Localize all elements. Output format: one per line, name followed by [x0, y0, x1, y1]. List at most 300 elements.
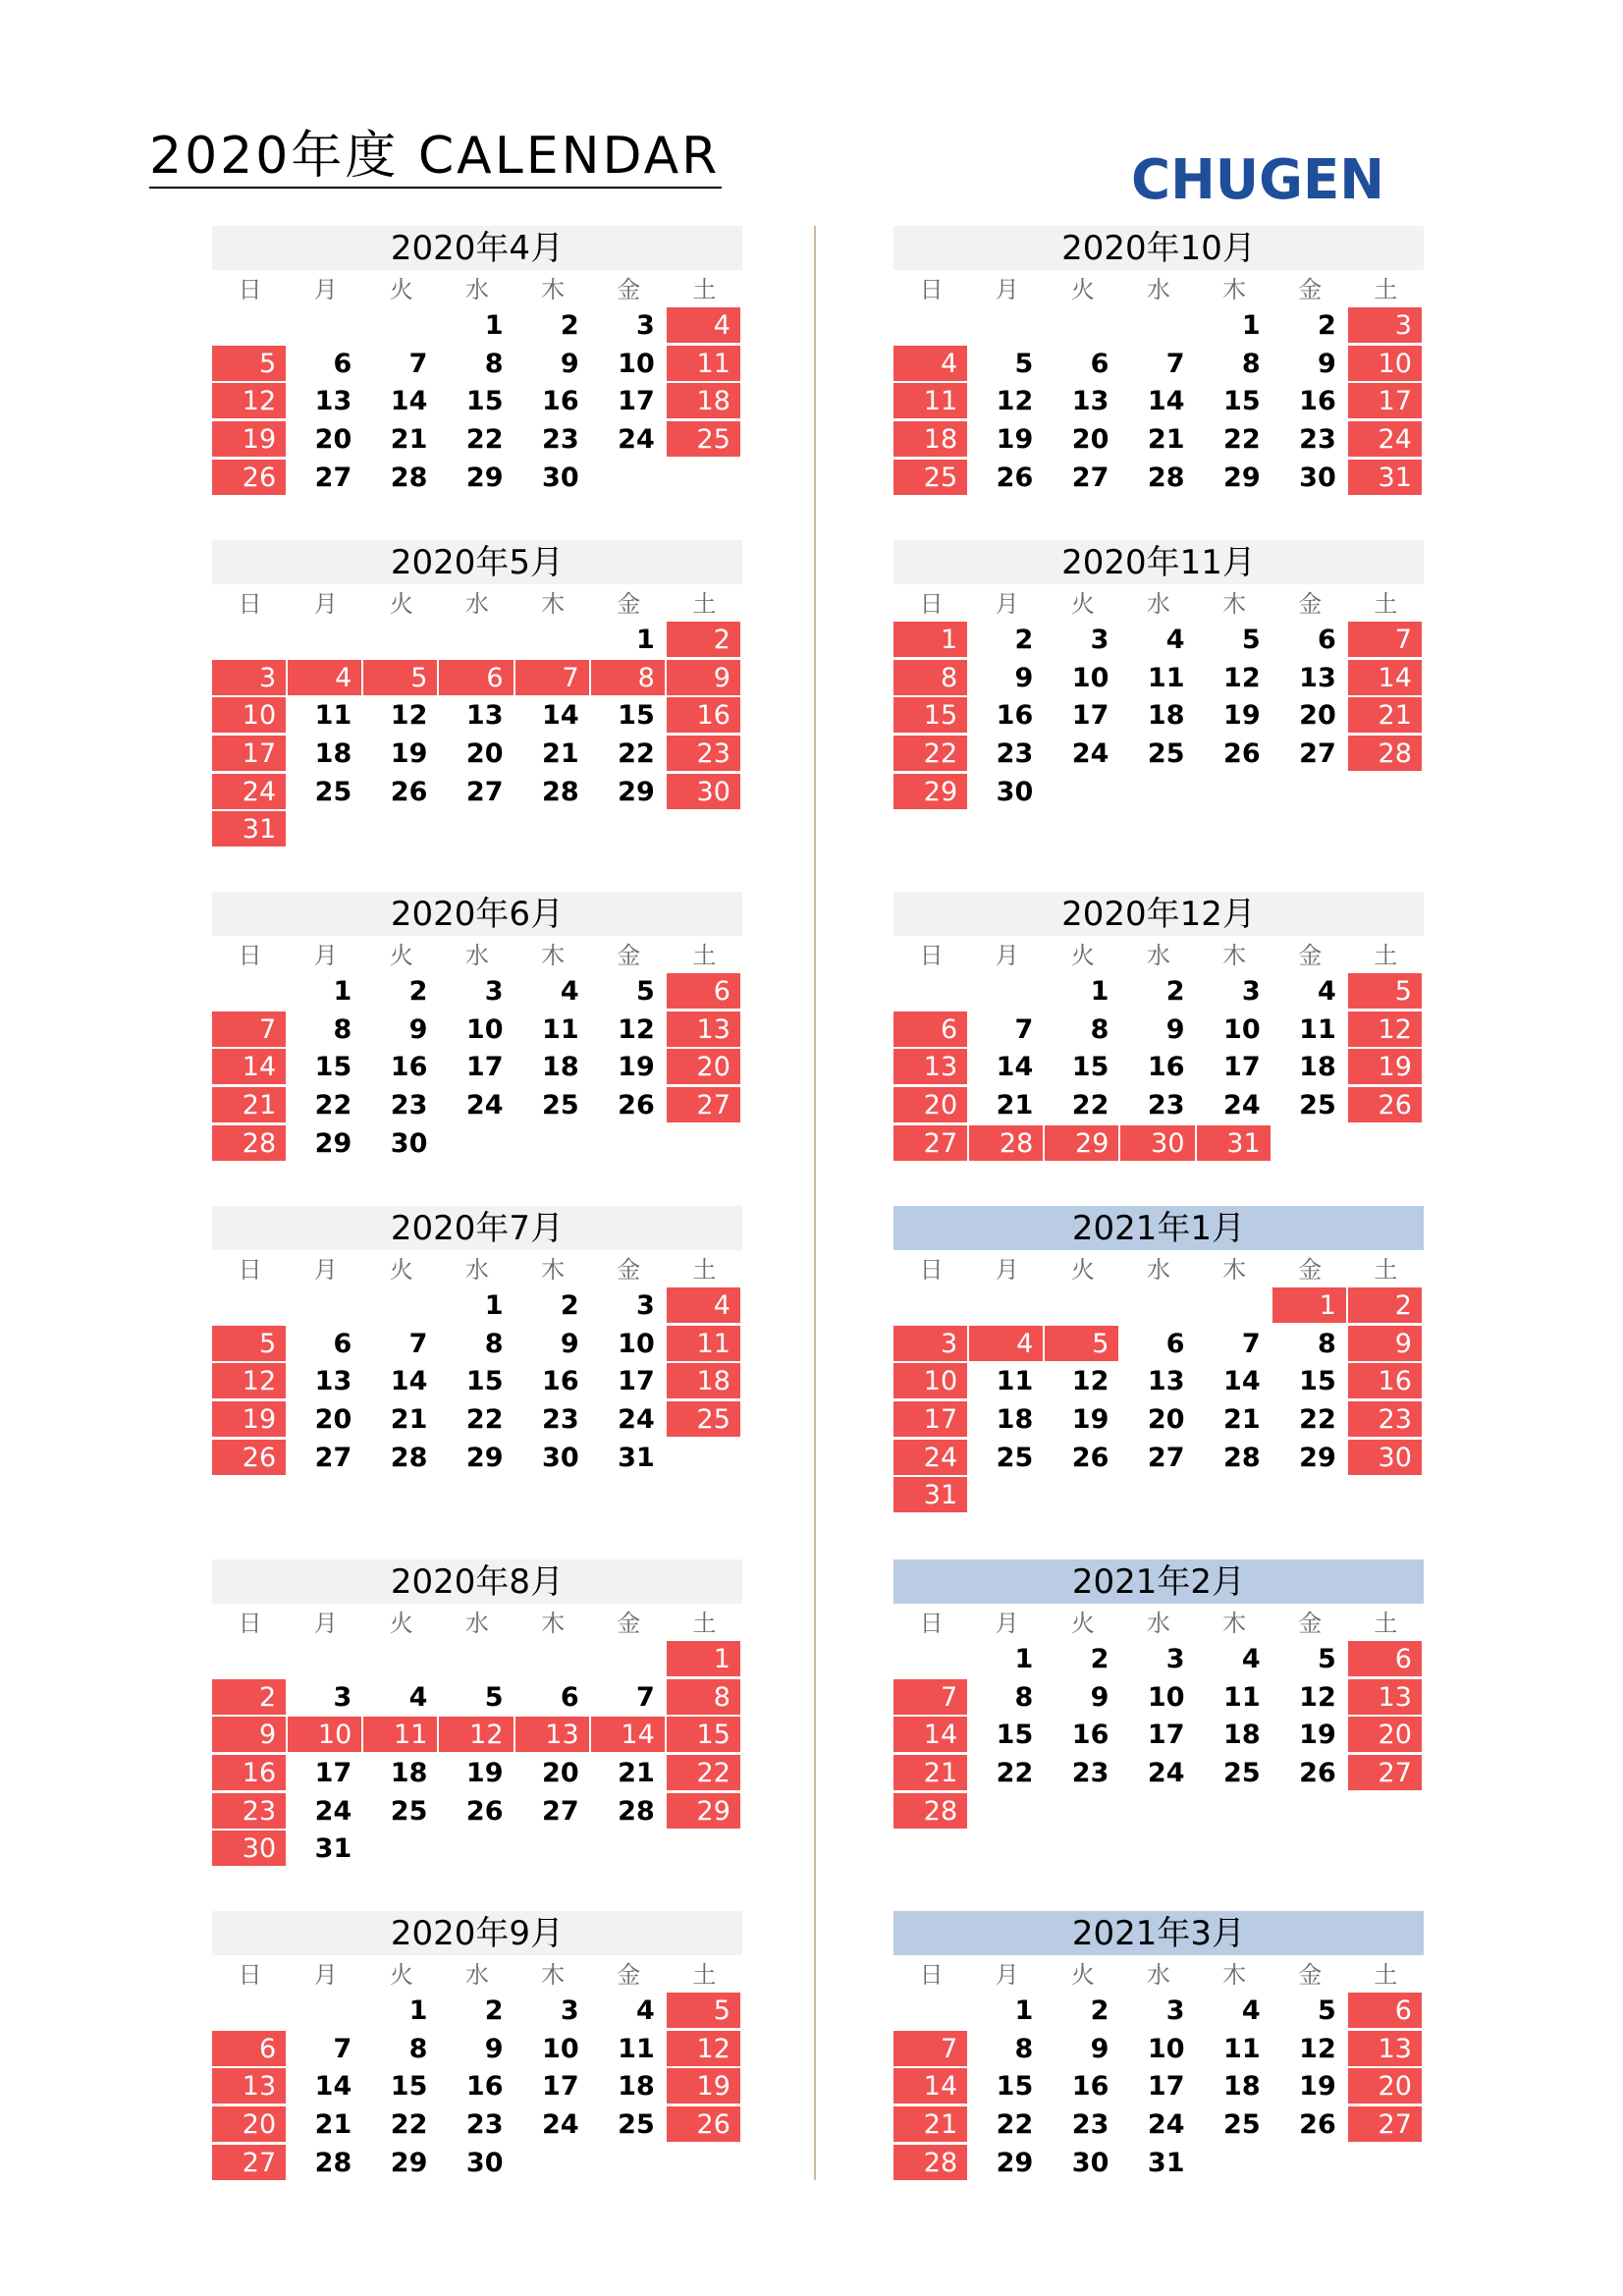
day-cell: 10: [1071, 662, 1109, 693]
empty-cell: [1348, 1793, 1422, 1829]
day-cell: 28: [1223, 1442, 1261, 1473]
day-cell: 21: [390, 424, 428, 456]
holiday-cell: 13: [893, 1049, 967, 1084]
day-cell: 6: [1165, 1328, 1185, 1359]
empty-cell: [591, 811, 665, 847]
day-cell: 1: [1014, 1995, 1034, 2026]
weekday-label: 木: [541, 276, 566, 303]
day-cell: 22: [996, 2109, 1034, 2141]
weekday-label: 木: [1222, 942, 1247, 969]
day-cell: 6: [333, 1328, 352, 1359]
day-cell: 26: [1299, 1758, 1336, 1789]
day-cell: 2: [1090, 1995, 1109, 2026]
holiday-cell: 20: [1348, 1717, 1422, 1752]
weekday-label: 日: [238, 1961, 262, 1989]
day-cell: 1: [408, 1995, 428, 2026]
day-cell: 31: [314, 1833, 352, 1865]
holiday-cell: 3: [212, 660, 286, 695]
day-cell: 7: [1241, 1328, 1261, 1359]
month-2020-8: [212, 1559, 742, 1869]
empty-cell: [667, 1440, 740, 1475]
day-cell: 14: [996, 1052, 1034, 1083]
empty-cell: [363, 1287, 437, 1323]
weekday-label: 火: [1070, 1610, 1095, 1637]
weekday-label: 火: [389, 276, 413, 303]
holiday-cell: 7: [893, 2031, 967, 2066]
day-cell: 1: [1014, 1644, 1034, 1674]
empty-cell: [591, 1641, 665, 1676]
day-cell: 17: [618, 386, 655, 417]
weekday-label: 水: [464, 942, 489, 969]
day-cell: 21: [618, 1758, 655, 1789]
day-cell: 8: [1014, 2033, 1034, 2064]
empty-cell: [1197, 1287, 1271, 1323]
holiday-cell: 21: [1348, 697, 1422, 733]
day-cell: 13: [1071, 386, 1109, 417]
weekday-label: 土: [1374, 1961, 1398, 1989]
day-cell: 3: [1165, 1995, 1185, 2026]
empty-cell: [515, 811, 589, 847]
day-cell: 17: [465, 1052, 504, 1083]
day-cell: 25: [314, 776, 352, 807]
day-cell: 18: [390, 1758, 428, 1789]
holiday-cell: 24: [893, 1440, 967, 1475]
day-cell: 7: [408, 348, 428, 379]
month-title: 2021年2月: [893, 1559, 1424, 1604]
week-row: [212, 307, 742, 346]
weekday-label: 木: [541, 1610, 566, 1637]
holiday-cell: 4: [667, 307, 740, 343]
day-cell: 24: [1223, 1090, 1261, 1121]
day-cell: 4: [635, 1995, 655, 2026]
holiday-cell: 18: [667, 1363, 740, 1398]
holiday-cell: 19: [667, 2068, 740, 2104]
week-row: [893, 774, 1424, 812]
day-cell: 28: [1147, 462, 1185, 493]
day-cell: 6: [1317, 625, 1336, 655]
day-cell: 17: [1071, 700, 1109, 732]
empty-cell: [1045, 1793, 1118, 1829]
day-cell: 25: [1147, 738, 1185, 770]
day-cell: 3: [635, 1290, 655, 1321]
holiday-cell: 24: [1348, 421, 1422, 457]
holiday-cell: 4: [969, 1326, 1043, 1361]
day-cell: 12: [390, 700, 428, 732]
holiday-cell: 6: [1348, 1993, 1422, 2028]
day-cell: 27: [314, 1442, 352, 1473]
month-2020-11: [893, 540, 1424, 811]
weekday-label: 金: [1298, 276, 1323, 303]
empty-cell: [515, 2145, 589, 2180]
day-cell: 3: [1165, 1644, 1185, 1674]
weekday-header-row: [893, 1604, 1424, 1641]
weekday-label: 火: [1070, 1961, 1095, 1989]
day-cell: 17: [1147, 1720, 1185, 1751]
day-cell: 10: [1223, 1013, 1261, 1045]
day-cell: 20: [314, 1404, 352, 1436]
month-title: 2020年11月: [893, 540, 1424, 584]
holiday-cell: 14: [212, 1049, 286, 1084]
holiday-cell: 22: [667, 1755, 740, 1790]
holiday-cell: 1: [667, 1641, 740, 1676]
week-row: [893, 2031, 1424, 2069]
holiday-cell: 19: [1348, 1049, 1422, 1084]
weekday-label: 火: [389, 1610, 413, 1637]
empty-cell: [363, 811, 437, 847]
page-title: 2020年度 CALENDAR: [149, 126, 722, 189]
weekday-label: 金: [1298, 942, 1323, 969]
weekday-label: 月: [995, 942, 1019, 969]
empty-cell: [1045, 1287, 1118, 1323]
day-cell: 26: [390, 776, 428, 807]
weekday-header-row: [893, 584, 1424, 622]
day-cell: 24: [1147, 2109, 1185, 2141]
holiday-cell: 14: [1348, 660, 1422, 695]
holiday-cell: 28: [1348, 736, 1422, 771]
weekday-header-row: [893, 270, 1424, 307]
holiday-cell: 28: [969, 1125, 1043, 1161]
weekday-label: 月: [313, 590, 338, 618]
holiday-cell: 2: [1348, 1287, 1422, 1323]
day-cell: 22: [996, 1758, 1034, 1789]
day-cell: 28: [390, 1442, 428, 1473]
weekday-label: 火: [389, 1256, 413, 1284]
weekday-label: 木: [541, 942, 566, 969]
week-row: [212, 1755, 742, 1793]
day-cell: 29: [996, 2147, 1034, 2178]
empty-cell: [1272, 774, 1346, 809]
empty-cell: [1045, 1477, 1118, 1512]
holiday-cell: 12: [212, 1363, 286, 1398]
day-cell: 8: [333, 1013, 352, 1045]
holiday-cell: 4: [667, 1287, 740, 1323]
holiday-cell: 12: [667, 2031, 740, 2066]
empty-cell: [439, 1125, 513, 1161]
day-cell: 5: [1317, 1995, 1336, 2026]
holiday-cell: 26: [212, 1440, 286, 1475]
weekday-header-row: [893, 936, 1424, 973]
day-cell: 3: [560, 1995, 579, 2026]
weekday-label: 土: [692, 590, 717, 618]
day-cell: 11: [314, 700, 352, 732]
week-row: [893, 1401, 1424, 1440]
day-cell: 12: [1299, 1681, 1336, 1713]
day-cell: 15: [1299, 1366, 1336, 1397]
day-cell: 9: [484, 2033, 504, 2064]
weekday-label: 金: [617, 276, 641, 303]
month-2020-4: [212, 226, 742, 497]
week-row: [212, 1326, 742, 1364]
empty-cell: [1120, 1477, 1194, 1512]
day-cell: 24: [618, 1404, 655, 1436]
holiday-cell: 27: [1348, 1755, 1422, 1790]
day-cell: 23: [542, 424, 579, 456]
holiday-cell: 8: [893, 660, 967, 695]
month-2020-5: [212, 540, 742, 849]
empty-cell: [1348, 1477, 1422, 1512]
day-cell: 15: [465, 1366, 504, 1397]
week-row: [212, 1793, 742, 1831]
day-cell: 19: [1299, 2071, 1336, 2103]
week-row: [212, 660, 742, 698]
day-cell: 20: [314, 424, 352, 456]
day-cell: 8: [484, 1328, 504, 1359]
day-cell: 16: [390, 1052, 428, 1083]
week-row: [893, 1287, 1424, 1326]
weekday-label: 日: [238, 1256, 262, 1284]
weekday-header-row: [212, 1604, 742, 1641]
weekday-header-row: [212, 1955, 742, 1993]
holiday-cell: 12: [439, 1717, 513, 1752]
month-2021-3: [893, 1911, 1424, 2182]
day-cell: 22: [1071, 1090, 1109, 1121]
weekday-label: 金: [617, 1961, 641, 1989]
day-cell: 20: [465, 738, 504, 770]
day-cell: 30: [1071, 2147, 1109, 2178]
holiday-cell: 11: [893, 383, 967, 418]
empty-cell: [667, 1831, 740, 1866]
day-cell: 1: [635, 625, 655, 655]
empty-cell: [439, 811, 513, 847]
holiday-cell: 1: [893, 622, 967, 657]
month-title: 2020年4月: [212, 226, 742, 270]
day-cell: 30: [465, 2147, 504, 2178]
week-row: [212, 2145, 742, 2183]
day-cell: 23: [390, 1090, 428, 1121]
empty-cell: [1197, 1477, 1271, 1512]
month-title: 2020年10月: [893, 226, 1424, 270]
week-row: [212, 421, 742, 460]
day-cell: 16: [542, 386, 579, 417]
day-cell: 17: [542, 2071, 579, 2103]
day-cell: 24: [1071, 738, 1109, 770]
empty-cell: [212, 1641, 286, 1676]
day-cell: 23: [1071, 1758, 1109, 1789]
week-row: [893, 1125, 1424, 1164]
weekday-label: 水: [464, 590, 489, 618]
empty-cell: [591, 1125, 665, 1161]
day-cell: 6: [1090, 348, 1109, 379]
weekday-label: 水: [1146, 1610, 1170, 1637]
week-row: [893, 1326, 1424, 1364]
weekday-label: 木: [1222, 1256, 1247, 1284]
day-cell: 24: [542, 2109, 579, 2141]
weekday-label: 金: [617, 1256, 641, 1284]
holiday-cell: 25: [893, 460, 967, 495]
weekday-label: 金: [617, 1610, 641, 1637]
empty-cell: [515, 1831, 589, 1866]
holiday-cell: 27: [212, 2145, 286, 2180]
holiday-cell: 21: [212, 1087, 286, 1122]
empty-cell: [969, 1793, 1043, 1829]
day-cell: 11: [1147, 662, 1185, 693]
day-cell: 10: [618, 348, 655, 379]
empty-cell: [515, 622, 589, 657]
weekday-label: 水: [1146, 942, 1170, 969]
week-row: [212, 1641, 742, 1679]
empty-cell: [1120, 1793, 1194, 1829]
holiday-cell: 21: [893, 1755, 967, 1790]
day-cell: 30: [390, 1127, 428, 1159]
week-row: [212, 1831, 742, 1869]
day-cell: 20: [1071, 424, 1109, 456]
month-2021-1: [893, 1206, 1424, 1515]
weekday-label: 土: [692, 1610, 717, 1637]
day-cell: 1: [484, 1290, 504, 1321]
holiday-cell: 10: [893, 1363, 967, 1398]
weekday-label: 日: [238, 590, 262, 618]
holiday-cell: 23: [667, 736, 740, 771]
week-row: [893, 1440, 1424, 1478]
day-cell: 18: [314, 738, 352, 770]
weekday-label: 水: [464, 1961, 489, 1989]
empty-cell: [1120, 307, 1194, 343]
empty-cell: [212, 1287, 286, 1323]
holiday-cell: 11: [667, 1326, 740, 1361]
week-row: [893, 1641, 1424, 1679]
holiday-cell: 11: [667, 346, 740, 381]
weekday-label: 金: [1298, 1961, 1323, 1989]
day-cell: 28: [390, 462, 428, 493]
day-cell: 10: [618, 1328, 655, 1359]
day-cell: 10: [542, 2033, 579, 2064]
holiday-cell: 19: [212, 421, 286, 457]
day-cell: 1: [1090, 976, 1109, 1007]
day-cell: 19: [618, 1052, 655, 1083]
week-row: [212, 460, 742, 498]
day-cell: 15: [465, 386, 504, 417]
empty-cell: [515, 1125, 589, 1161]
holiday-cell: 15: [667, 1717, 740, 1752]
day-cell: 26: [1299, 2109, 1336, 2141]
weekday-label: 金: [617, 942, 641, 969]
weekday-label: 日: [919, 1256, 944, 1284]
week-row: [212, 736, 742, 774]
week-row: [212, 2031, 742, 2069]
month-title: 2020年5月: [212, 540, 742, 584]
holiday-cell: 13: [515, 1717, 589, 1752]
day-cell: 13: [314, 1366, 352, 1397]
day-cell: 9: [1090, 1681, 1109, 1713]
day-cell: 16: [1299, 386, 1336, 417]
day-cell: 11: [996, 1366, 1034, 1397]
holiday-cell: 2: [667, 622, 740, 657]
day-cell: 16: [465, 2071, 504, 2103]
holiday-cell: 20: [1348, 2068, 1422, 2104]
day-cell: 21: [996, 1090, 1034, 1121]
day-cell: 15: [1071, 1052, 1109, 1083]
week-row: [893, 307, 1424, 346]
day-cell: 22: [1299, 1404, 1336, 1436]
day-cell: 30: [542, 462, 579, 493]
empty-cell: [515, 1641, 589, 1676]
holiday-cell: 30: [1120, 1125, 1194, 1161]
holiday-cell: 27: [893, 1125, 967, 1161]
month-title: 2020年7月: [212, 1206, 742, 1250]
weekday-label: 土: [692, 942, 717, 969]
day-cell: 25: [618, 2109, 655, 2141]
day-cell: 29: [1223, 462, 1261, 493]
weekday-label: 金: [1298, 1256, 1323, 1284]
day-cell: 14: [390, 386, 428, 417]
empty-cell: [1197, 774, 1271, 809]
day-cell: 18: [1223, 2071, 1261, 2103]
day-cell: 15: [996, 1720, 1034, 1751]
weekday-label: 月: [995, 1256, 1019, 1284]
weekday-label: 木: [1222, 276, 1247, 303]
weekday-header-row: [212, 1250, 742, 1287]
holiday-cell: 31: [1348, 460, 1422, 495]
day-cell: 28: [542, 776, 579, 807]
day-cell: 7: [408, 1328, 428, 1359]
day-cell: 29: [465, 1442, 504, 1473]
day-cell: 19: [1223, 700, 1261, 732]
day-cell: 11: [1223, 2033, 1261, 2064]
weekday-label: 土: [1374, 590, 1398, 618]
week-row: [212, 1287, 742, 1326]
holiday-cell: 24: [212, 774, 286, 809]
day-cell: 26: [465, 1795, 504, 1827]
day-cell: 15: [996, 2071, 1034, 2103]
week-row: [212, 346, 742, 384]
empty-cell: [363, 1831, 437, 1866]
day-cell: 26: [996, 462, 1034, 493]
empty-cell: [893, 973, 967, 1009]
day-cell: 9: [1165, 1013, 1185, 1045]
month-title: 2020年9月: [212, 1911, 742, 1955]
day-cell: 25: [390, 1795, 428, 1827]
holiday-cell: 18: [667, 383, 740, 418]
day-cell: 28: [314, 2147, 352, 2178]
day-cell: 10: [1147, 1681, 1185, 1713]
day-cell: 4: [1241, 1644, 1261, 1674]
empty-cell: [1120, 774, 1194, 809]
day-cell: 1: [484, 310, 504, 341]
day-cell: 4: [1241, 1995, 1261, 2026]
holiday-cell: 31: [1197, 1125, 1271, 1161]
week-row: [893, 1793, 1424, 1831]
day-cell: 6: [560, 1681, 579, 1713]
empty-cell: [591, 460, 665, 495]
empty-cell: [439, 622, 513, 657]
day-cell: 20: [1299, 700, 1336, 732]
weekday-label: 木: [541, 590, 566, 618]
day-cell: 23: [542, 1404, 579, 1436]
empty-cell: [288, 622, 361, 657]
empty-cell: [969, 307, 1043, 343]
holiday-cell: 5: [212, 1326, 286, 1361]
day-cell: 16: [996, 700, 1034, 732]
day-cell: 22: [314, 1090, 352, 1121]
day-cell: 24: [1147, 1758, 1185, 1789]
week-row: [212, 1087, 742, 1125]
empty-cell: [969, 1477, 1043, 1512]
week-row: [212, 1993, 742, 2031]
holiday-cell: 14: [893, 2068, 967, 2104]
empty-cell: [1272, 2145, 1346, 2180]
day-cell: 4: [1317, 976, 1336, 1007]
day-cell: 18: [542, 1052, 579, 1083]
weekday-label: 日: [919, 590, 944, 618]
empty-cell: [288, 1993, 361, 2028]
day-cell: 23: [996, 738, 1034, 770]
empty-cell: [667, 811, 740, 847]
holiday-cell: 6: [439, 660, 513, 695]
day-cell: 4: [408, 1681, 428, 1713]
weekday-label: 土: [1374, 942, 1398, 969]
weekday-label: 火: [1070, 276, 1095, 303]
holiday-cell: 10: [288, 1717, 361, 1752]
